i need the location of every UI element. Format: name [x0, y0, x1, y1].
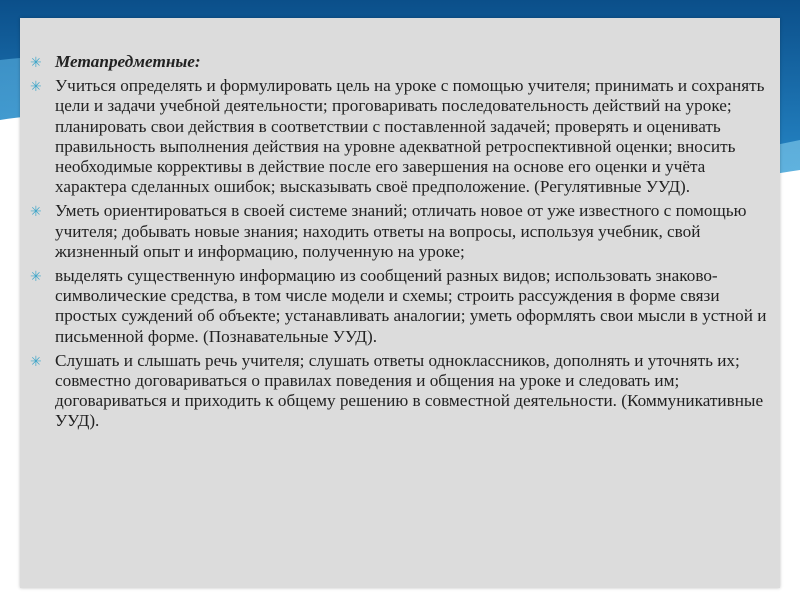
list-item-heading	[30, 52, 770, 72]
list-item	[30, 266, 770, 347]
list-item	[30, 201, 770, 262]
bullet-star-icon: ✳	[30, 79, 42, 96]
item-text: выделять существенную информацию из сообщений разных видов; использовать знаково-символические средства, в том числе модели и схемы; строить рассуждения в форме связи простых суждений об объекте; устанавливать аналогии; уметь оформлять свои мысли в устной и письменной форме. (Познавательные УУД).	[55, 266, 767, 346]
bullet-star-icon: ✳	[30, 353, 42, 370]
item-text: Слушать и слышать речь учителя; слушать ответы одноклассников, дополнять и уточнять их; совместно договариваться о правилах поведения и общения на уроке и следовать им; договариваться и приходить к общему решению в совместной деятельности. (Коммуникативные УУД).	[55, 350, 764, 431]
bullet-star-icon: ✳	[30, 204, 42, 221]
item-text: Уметь ориентироваться в своей системе знаний; отличать новое от уже известного с помощью учителя; добывать новые знания; находить ответы на вопросы, используя учебник, свой жизненный опыт и информацию, полученную на уроке;	[55, 201, 747, 261]
bullet-list	[30, 52, 770, 436]
item-text: Учиться определять и формулировать цель на уроке с помощью учителя; принимать и сохранять цели и задачи учебной деятельности; проговаривать последовательность действий на уроке; планировать свои действия в соответствии с поставленной задачей; проверять и оценивать правильность выполнения действия на уровне адекватной ретроспективной оценки; вносить необходимые коррективы в действие после его завершения на основе его оценки и учёта характера сделанных ошибок; высказывать своё предположение. (Регулятивные УУД).	[55, 76, 765, 197]
list-item	[30, 76, 770, 197]
bullet-star-icon: ✳	[30, 269, 42, 286]
bullet-star-icon: ✳	[30, 55, 42, 71]
list-item	[30, 351, 770, 432]
heading-text: Метапредметные:	[55, 52, 201, 71]
